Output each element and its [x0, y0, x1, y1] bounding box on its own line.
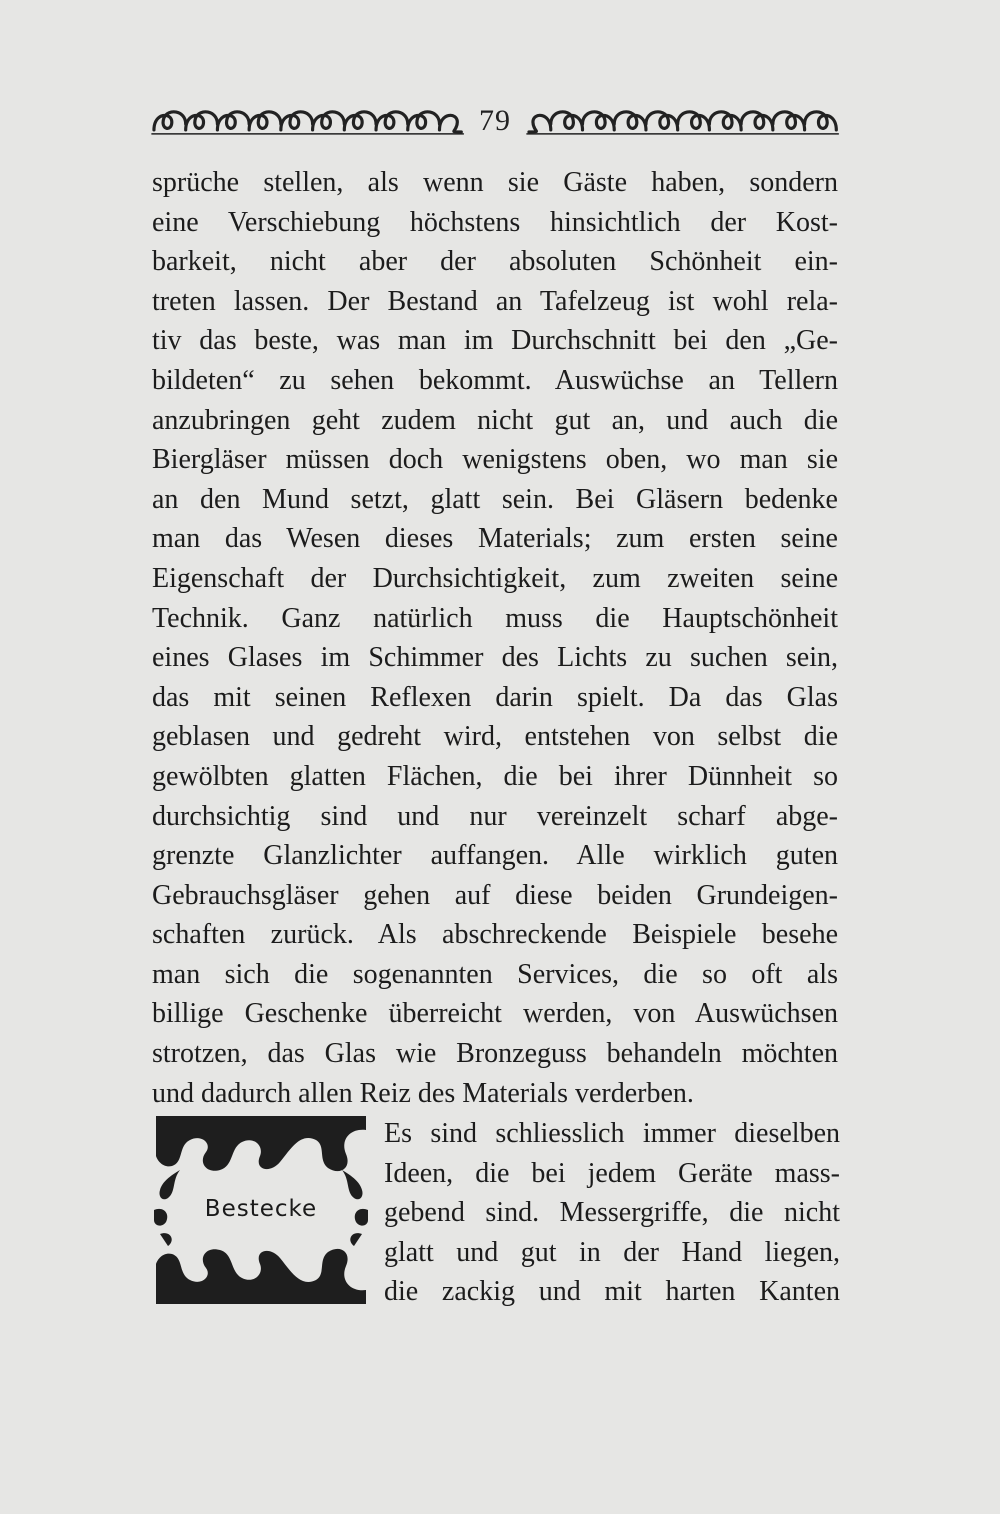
running-head: [150, 96, 840, 146]
text-line: die zackig und mit harten Kanten: [384, 1276, 840, 1308]
text-line: tiv das beste, was man im Durchschnitt bei den „Ge-: [152, 325, 838, 357]
text-line: und dadurch allen Reiz des Materials verderben.: [152, 1077, 694, 1109]
text-line: das mit seinen Reflexen darin spielt. Da das Glas: [152, 681, 838, 713]
text-line: eine Verschiebung höchstens hinsichtlich der Kost-: [152, 206, 838, 238]
text-line: grenzte Glanzlichter auffangen. Alle wirklich guten: [152, 840, 838, 872]
text-line: anzubringen geht zudem nicht gut an, und auch die: [152, 404, 838, 436]
text-line: glatt und gut in der Hand liegen,: [384, 1236, 840, 1268]
section-vignette: [150, 1110, 372, 1310]
text-line: gebend sind. Messergriffe, die nicht: [384, 1197, 840, 1229]
text-line: billige Geschenke überreicht werden, von Auswüchsen: [152, 998, 838, 1030]
section-text: [384, 1114, 840, 1312]
text-line: Es sind schliesslich immer dieselben: [384, 1118, 840, 1149]
text-line: sprüche stellen, als wenn sie Gäste haben, sondern: [152, 167, 838, 198]
scroll-ornament-icon: [525, 104, 840, 138]
text-line: Technik. Ganz natürlich muss die Hauptschönheit: [152, 602, 838, 634]
page-number: 79: [479, 104, 511, 137]
text-line: barkeit, nicht aber der absoluten Schönheit ein-: [152, 246, 838, 278]
text-line: an den Mund setzt, glatt sein. Bei Gläsern bedenke: [152, 483, 838, 515]
text-line: Gebrauchsgläser gehen auf diese beiden Grundeigen-: [152, 879, 838, 911]
section-title: Bestecke: [204, 1196, 318, 1222]
text-line: strotzen, das Glas wie Bronzeguss behandeln möchten: [152, 1038, 838, 1070]
text-line: bildeten“ zu sehen bekommt. Auswüchse an Tellern: [152, 364, 838, 396]
text-line: Eigenschaft der Durchsichtigkeit, zum zweiten seine: [152, 562, 838, 594]
text-line: man das Wesen dieses Materials; zum ersten seine: [152, 523, 838, 555]
text-line: geblasen und gedreht wird, entstehen von selbst die: [152, 721, 838, 753]
text-line: Ideen, die bei jedem Geräte mass-: [384, 1157, 840, 1189]
text-line: eines Glases im Schimmer des Lichts zu suchen sein,: [152, 642, 838, 674]
text-line: man sich die sogenannten Services, die so oft als: [152, 958, 838, 990]
scroll-ornament-icon: [150, 104, 465, 138]
section-bestecke: [150, 1110, 840, 1310]
text-line: durchsichtig sind und nur vereinzelt scharf abge-: [152, 800, 838, 832]
text-line: schaften zurück. Als abschreckende Beispiele besehe: [152, 919, 838, 951]
text-line: Biergläser müssen doch wenigstens oben, wo man sie: [152, 444, 838, 476]
text-line: treten lassen. Der Bestand an Tafelzeug ist wohl rela-: [152, 285, 838, 317]
text-line: gewölbten glatten Flächen, die bei ihrer Dünnheit so: [152, 760, 838, 792]
body-text: [152, 163, 838, 1113]
